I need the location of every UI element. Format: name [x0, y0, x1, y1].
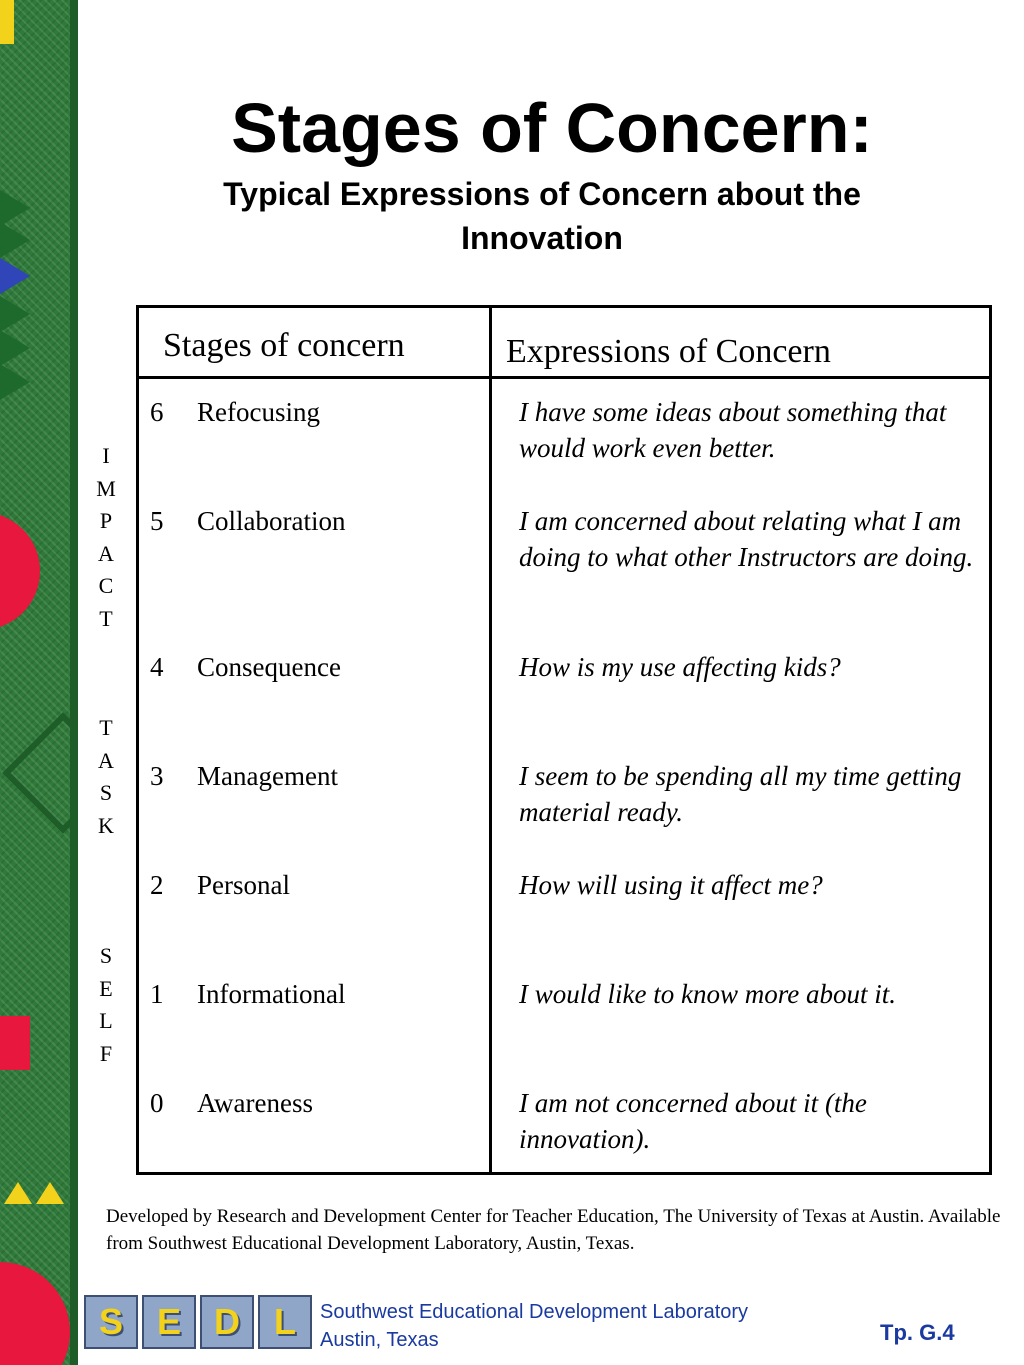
footer-organization: [320, 1298, 748, 1354]
stage-name: Refocusing: [197, 397, 320, 427]
diamond-outline-shape: [2, 712, 78, 834]
stage-name: Informational: [197, 979, 346, 1009]
blue-triangle-shape: [0, 258, 30, 294]
side-border-edge: [70, 0, 78, 1365]
logo-letter-tile: S: [84, 1295, 138, 1349]
decorative-side-border: [0, 0, 78, 1365]
self-label: S E L F: [99, 943, 113, 1066]
page-title: Stages of Concern:: [231, 89, 873, 167]
table-header-row: [139, 308, 989, 379]
red-square-shape: [0, 1016, 30, 1070]
logo-letter-tile: D: [200, 1295, 254, 1349]
red-circle-shape: [0, 1262, 70, 1365]
logo-letter-tile: E: [142, 1295, 196, 1349]
green-triangle-shape: [0, 296, 30, 332]
impact-label: I M P A C T: [96, 443, 116, 631]
green-triangle-shape: [0, 330, 30, 366]
expressions-column-header: Expressions of Concern: [506, 333, 831, 370]
red-circle-shape: [0, 512, 40, 630]
stage-number: 5: [150, 506, 164, 536]
stage-expression: I would like to know more about it.: [519, 979, 896, 1009]
stage-number: 2: [150, 870, 164, 900]
column-divider: [489, 308, 492, 1172]
yellow-triangle-shape: [36, 1182, 64, 1204]
stage-expression: I am not concerned about it (the innovation).: [519, 1088, 867, 1154]
stages-column-header: Stages of concern: [163, 327, 405, 364]
stage-number: 6: [150, 397, 164, 427]
stage-number: 0: [150, 1088, 164, 1118]
page-subtitle: Typical Expressions of Concern about the Innovation: [223, 176, 861, 256]
stage-expression: I seem to be spending all my time getting material ready.: [519, 761, 962, 827]
credit-note: Developed by Research and Development Center for Teacher Education, The University of Texas at Austin. Available from Southwest Educational Development Laboratory, Austin, Texas.: [106, 1206, 1001, 1254]
task-label: T A S K: [98, 715, 114, 838]
stage-number: 4: [150, 652, 164, 682]
green-triangle-shape: [0, 190, 30, 226]
yellow-bar-shape: [0, 0, 14, 44]
green-triangle-shape: [0, 222, 30, 258]
footer-org-name: Southwest Educational Development Laboratory: [320, 1301, 749, 1323]
logo-letter-tile: L: [258, 1295, 312, 1349]
yellow-triangle-shape: [4, 1182, 32, 1204]
stage-name: Consequence: [197, 652, 341, 682]
stage-name: Personal: [197, 870, 290, 900]
stage-name: Collaboration: [197, 506, 346, 536]
stage-expression: How will using it affect me?: [519, 870, 823, 900]
green-triangle-shape: [0, 364, 30, 400]
stages-table: [136, 305, 992, 1175]
page-identifier: Tp. G.4: [880, 1320, 955, 1345]
stage-expression: I am concerned about relating what I am doing to what other Instructors are doing.: [519, 506, 974, 572]
footer-org-location: Austin, Texas: [320, 1329, 439, 1351]
stage-name: Management: [197, 761, 338, 791]
stage-name: Awareness: [197, 1088, 313, 1118]
stage-expression: I have some ideas about something that would work even better.: [519, 397, 947, 463]
stage-number: 3: [150, 761, 164, 791]
stage-expression: How is my use affecting kids?: [519, 652, 841, 682]
sedl-logo: [84, 1295, 312, 1349]
stage-number: 1: [150, 979, 164, 1009]
